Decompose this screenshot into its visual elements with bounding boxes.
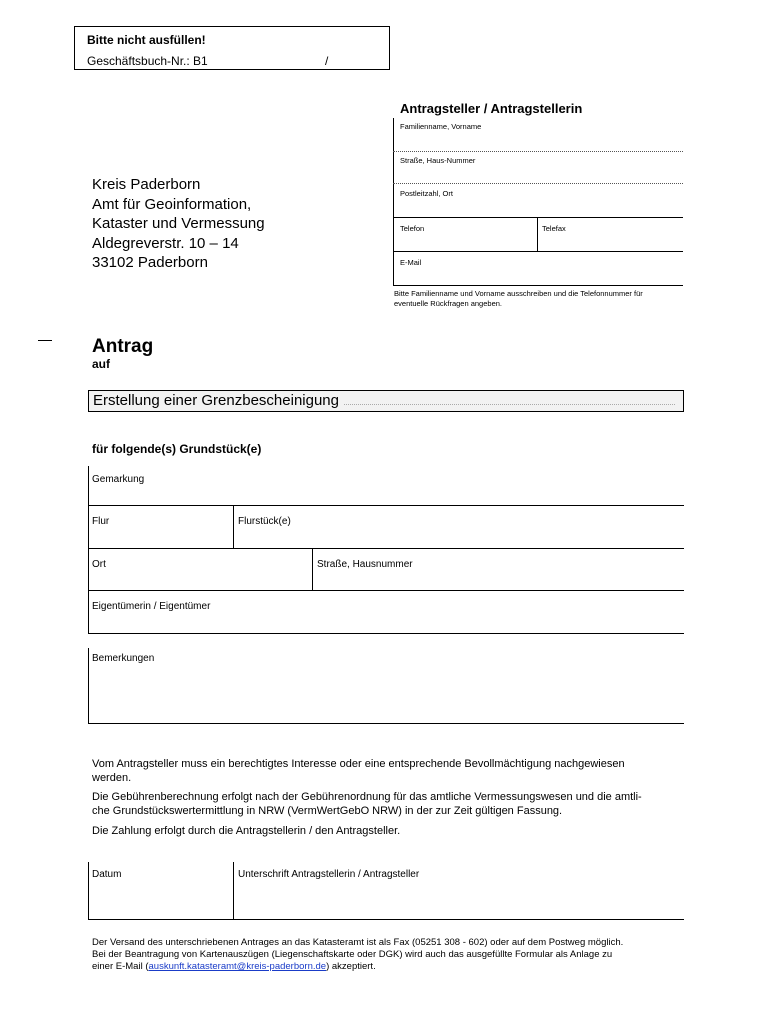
applicant-zip-label: Postleitzahl, Ort [400,189,453,198]
interest-line1: Vom Antragsteller muss ein berechtigtes Interesse oder eine entsprechende Bevollmächtigung nachgewiesen [92,758,625,770]
applicant-fax-divider [537,218,538,251]
gemarkung-field[interactable] [88,505,684,506]
date-label: Datum [92,869,122,880]
flur-divider [88,506,89,548]
payment-paragraph: Die Zahlung erfolgt durch die Antragstellerin / den Antragsteller. [92,825,401,837]
remarks-field[interactable] [88,723,684,724]
flur-field[interactable] [88,548,684,549]
address-line2: Amt für Geoinformation, [92,195,252,213]
owner-label: Eigentümerin / Eigentümer [92,601,211,612]
applicant-note-line1: Bitte Familienname und Vorname ausschreiben und die Telefonnummer für [394,289,643,298]
applicant-name-divider [393,118,394,152]
address-line3: Kataster und Vermessung [92,215,265,232]
gemarkung-label: Gemarkung [92,474,145,485]
applicant-street-label: Straße, Haus-Nummer [400,156,476,165]
applicant-note-line2: eventuelle Rückfragen angeben. [394,298,502,308]
address-line4: Aldegreverstr. 10 – 14 [92,234,239,252]
fee-line2: che Grundstückswertermittlung in NRW (VermWertGebO NRW) in der zur Zeit gültigen Fassung. [92,805,563,817]
applicant-phone-divider [393,218,394,251]
interest-line2: werden. [92,772,132,784]
gemarkung-divider [88,466,89,506]
fold-mark [38,340,52,341]
address-line5: 33102 Paderborn [92,254,208,271]
footer-line2: Bei der Beantragung von Kartenauszügen (Liegenschaftskarte oder DGK) wird auch das ausgefüllte Formular als Anlage zu [92,949,613,960]
footer-line3 [92,961,682,973]
applicant-zip-field[interactable] [393,217,683,218]
footer-line3-post: ) akzeptiert. [326,961,376,972]
flur-label: Flur [92,516,110,527]
flurstueck-label: Flurstück(e) [238,516,291,527]
strasse-label: Straße, Hausnummer [317,559,413,570]
address-line1: Kreis Paderborn [92,176,201,193]
remarks-label: Bemerkungen [92,653,155,664]
form-title: Antrag [92,336,154,357]
parcels-heading: für folgende(s) Grundstück(e) [92,442,262,456]
office-use-notice: Bitte nicht ausfüllen! [87,33,206,47]
ort-field[interactable] [88,590,684,591]
fee-paragraph [92,790,682,818]
applicant-phone-label: Telefon [400,224,425,233]
subject-text: Erstellung einer Grenzbescheinigung [93,392,343,409]
applicant-name-field[interactable] [393,151,683,152]
footer-text [92,937,682,973]
signature-field[interactable] [88,919,684,920]
applicant-title: Antragsteller / Antragstellerin [400,101,583,116]
office-use-box [74,26,390,70]
remarks-divider [88,648,89,724]
applicant-street-field[interactable] [393,183,683,184]
subject-box [88,390,684,412]
business-book-slash: / [325,54,329,68]
date-divider [88,862,89,920]
signature-label: Unterschrift Antragstellerin / Antragsteller [238,869,420,880]
interest-paragraph [92,757,682,785]
footer-line3-pre: einer E-Mail ( [92,961,149,972]
signature-divider [233,862,234,920]
email-link[interactable]: auskunft.katasteramt@kreis-paderborn.de [148,961,327,972]
applicant-street-divider [393,152,394,184]
strasse-divider [312,549,313,590]
applicant-phone-fax-field[interactable] [393,251,683,252]
applicant-email-divider [393,252,394,285]
ort-divider [88,549,89,590]
owner-field[interactable] [88,633,684,634]
ort-label: Ort [92,559,106,570]
applicant-note [394,289,679,308]
form-subtitle: auf [92,357,110,371]
footer-line1: Der Versand des unterschriebenen Antrages an das Katasteramt ist als Fax (05251 308 - 602) oder auf dem Postweg möglich. [92,937,624,948]
business-book-number-label: Geschäftsbuch-Nr.: B1 [87,54,208,68]
flurstueck-divider [233,506,234,548]
applicant-email-field[interactable] [393,285,683,286]
recipient-address [92,175,265,273]
applicant-fax-label: Telefax [542,224,566,233]
owner-divider [88,591,89,633]
applicant-zip-divider [393,184,394,218]
fee-line1: Die Gebührenberechnung erfolgt nach der Gebührenordnung für das amtliche Vermessungswesen und die amtli- [92,791,642,803]
applicant-email-label: E-Mail [400,258,422,267]
applicant-name-label: Familienname, Vorname [400,122,482,131]
